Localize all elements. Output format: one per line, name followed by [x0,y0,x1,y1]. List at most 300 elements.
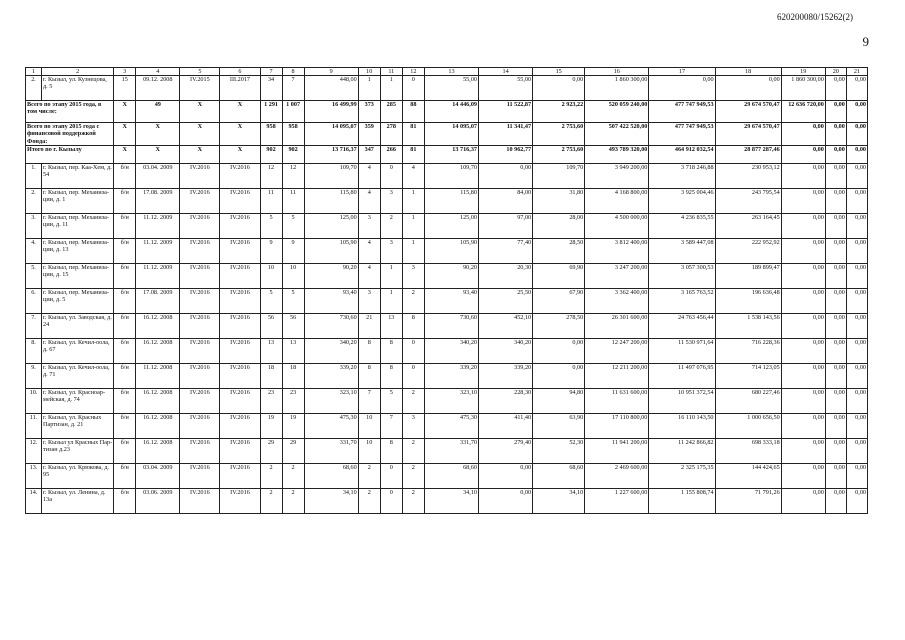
table-cell: 14. [26,488,42,513]
table-cell: 34,10 [533,488,585,513]
table-cell: 3. [26,213,42,238]
table-cell: 11 242 866,82 [649,438,715,463]
table-cell: 13 716,37 [304,145,358,163]
table-cell: 0,00 [649,76,715,101]
table-cell: 13 [380,313,402,338]
table-cell: 278 [380,123,402,146]
table-cell: 12 247 200,00 [585,338,649,363]
table-cell: 452,10 [479,313,533,338]
table-cell: 8 [380,338,402,363]
table-row [26,263,868,288]
table-cell: 730,60 [424,313,478,338]
table-cell: 2 [402,488,424,513]
table-cell: 7. [26,313,42,338]
table-cell: IV.2016 [180,288,220,313]
table-cell: 31,80 [533,188,585,213]
table-row [26,76,868,101]
table-cell: IV.2016 [180,413,220,438]
table-cell: IV.2016 [180,363,220,388]
table-cell: 105,90 [424,238,478,263]
table-cell: 18 [260,363,282,388]
column-number-cell: 17 [649,68,715,76]
table-cell: 2. [26,76,42,101]
table-cell: 16 499,99 [304,101,358,123]
table-cell: 0,00 [846,288,867,313]
table-cell: 9. [26,363,42,388]
table-cell: б/н [114,363,136,388]
table-cell: 34,10 [304,488,358,513]
table-cell: 0,00 [479,463,533,488]
table-row [26,213,868,238]
column-number-cell: 14 [479,68,533,76]
table-cell: 0,00 [781,413,825,438]
column-number-cell: 19 [781,68,825,76]
table-cell: 29 674 570,47 [715,101,781,123]
table-cell: 84,00 [479,188,533,213]
table-cell: 0,00 [846,313,867,338]
table-cell: 323,10 [424,388,478,413]
table-cell: 1 227 600,00 [585,488,649,513]
column-number-cell: 20 [825,68,846,76]
address-cell: г. Кызыл, ул. Ленина, д. 13а [42,488,114,513]
table-cell: IV.2016 [180,438,220,463]
table-cell: 17 110 800,00 [585,413,649,438]
table-cell: 10. [26,388,42,413]
table-cell: 1 [402,188,424,213]
table-row [26,463,868,488]
table-cell: 125,00 [304,213,358,238]
table-cell: 475,30 [304,413,358,438]
table-cell: 0,00 [846,101,867,123]
table-cell: 68,60 [424,463,478,488]
table-cell: 1 007 [282,101,304,123]
table-cell: 4 [358,163,380,188]
table-cell: 3 589 447,08 [649,238,715,263]
table-cell: 23 [260,388,282,413]
table-cell: 2 [402,388,424,413]
address-cell: г. Кызыл, ул. Кечил-оола, д. 71 [42,363,114,388]
table-cell: 14 095,07 [424,123,478,146]
table-cell: 0 [380,488,402,513]
table-row [26,313,868,338]
table-cell: 0,00 [781,163,825,188]
table-cell: 477 747 949,53 [649,123,715,146]
table-cell: 331,70 [304,438,358,463]
table-cell: 0,00 [825,238,846,263]
table-cell: 243 795,54 [715,188,781,213]
table-cell: 28,00 [533,213,585,238]
table-cell: X [114,123,136,146]
table-cell: IV.2016 [220,488,260,513]
table-cell: 3 057 300,53 [649,263,715,288]
table-cell: 0,00 [846,388,867,413]
table-cell: 3 718 246,88 [649,163,715,188]
table-cell: 285 [380,101,402,123]
table-cell: 520 059 240,00 [585,101,649,123]
table-cell: 3 [402,263,424,288]
table-cell: 730,60 [304,313,358,338]
table-cell: 0,00 [825,145,846,163]
address-cell: г. Кызыл, пер. Механиза-ции, д. 5 [42,288,114,313]
table-cell: 11 497 076,95 [649,363,715,388]
table-cell: 0,00 [781,263,825,288]
address-cell: г. Кызыл, ул. Кечил-оола, д. 67 [42,338,114,363]
table-cell: IV.2016 [180,388,220,413]
table-cell: 0,00 [825,288,846,313]
address-cell: г. Кызыл, ул. Красноар-мейская, д. 74 [42,388,114,413]
table-cell: 10 951 372,54 [649,388,715,413]
document-number: 620200080/15262(2) [777,12,853,22]
table-cell: 109,70 [424,163,478,188]
table-cell: 4 [402,163,424,188]
table-cell: 0,00 [846,188,867,213]
table-cell: 17.08. 2009 [136,288,180,313]
table-cell: 680 227,46 [715,388,781,413]
table-cell: X [114,145,136,163]
table-cell: 12 211 200,00 [585,363,649,388]
table-cell: X [180,145,220,163]
table-cell: 11.12. 2009 [136,213,180,238]
table-cell: 331,70 [424,438,478,463]
table-cell: 0,00 [479,163,533,188]
table-cell: 0,00 [781,213,825,238]
table-cell: IV.2016 [220,263,260,288]
table-cell: 0,00 [825,188,846,213]
table-cell: IV.2016 [220,213,260,238]
table-cell: IV.2015 [180,76,220,101]
address-cell: г. Кызыл, ул. Крюкова, д. 95 [42,463,114,488]
table-cell: 323,10 [304,388,358,413]
table-cell: 25,50 [479,288,533,313]
table-cell: 0,00 [846,76,867,101]
table-cell: 0,00 [825,413,846,438]
column-number-cell: 4 [136,68,180,76]
table-cell: 0,00 [781,463,825,488]
table-cell: б/н [114,188,136,213]
table-cell: 716 228,36 [715,338,781,363]
table-cell: 3 [358,213,380,238]
table-cell: 4 236 835,55 [649,213,715,238]
table-cell: 189 899,47 [715,263,781,288]
table-cell: 196 636,48 [715,288,781,313]
table-cell: 0,00 [846,338,867,363]
table-cell: 373 [358,101,380,123]
table-cell: 0,00 [846,145,867,163]
table-cell: 279,40 [479,438,533,463]
table-cell: III.2017 [220,76,260,101]
table-cell: IV.2016 [180,163,220,188]
table-cell: 5 [282,213,304,238]
table-cell: 8 [380,363,402,388]
table-cell: 2 [402,288,424,313]
table-cell: 55,00 [479,76,533,101]
table-cell: 23 [282,388,304,413]
table-cell: 52,30 [533,438,585,463]
column-number-cell: 9 [304,68,358,76]
table-cell: 958 [282,123,304,146]
table-cell: 339,20 [479,363,533,388]
table-cell: 55,00 [424,76,478,101]
summary-label: Всего по этапу 2015 года, в том числе: [26,101,114,123]
address-cell: г. Кызыл ул Красных Пар-тизан д.23 [42,438,114,463]
table-cell: 0 [402,338,424,363]
column-number-cell: 16 [585,68,649,76]
table-cell: 3 165 763,52 [649,288,715,313]
table-cell: 2 [402,438,424,463]
table-cell: б/н [114,488,136,513]
table-cell: 0,00 [846,413,867,438]
table-cell: 228,30 [479,388,533,413]
table-cell: 222 952,92 [715,238,781,263]
column-number-cell: 18 [715,68,781,76]
table-cell: 81 [402,123,424,146]
column-number-cell: 2 [42,68,114,76]
table-cell: 230 953,12 [715,163,781,188]
summary-label: Итого по г. Кызылу [26,145,114,163]
summary-label: Всего по этапу 2015 года с финансовой поддержкой Фонда: [26,123,114,146]
table-cell: 340,20 [479,338,533,363]
table-row [26,188,868,213]
table-cell: IV.2016 [220,238,260,263]
column-number-cell: 6 [220,68,260,76]
table-row [26,338,868,363]
table-cell: 68,60 [533,463,585,488]
table-cell: 0,00 [846,363,867,388]
table-cell: 0,00 [781,488,825,513]
table-cell: 0,00 [533,338,585,363]
table-cell: IV.2016 [180,238,220,263]
table-cell: б/н [114,338,136,363]
table-cell: X [180,123,220,146]
table-cell: 6. [26,288,42,313]
table-cell: 278,50 [533,313,585,338]
table-cell: 03.06. 2009 [136,488,180,513]
table-cell: 493 789 320,00 [585,145,649,163]
table-cell: 94,80 [533,388,585,413]
table-cell: 16 110 143,50 [649,413,715,438]
table-cell: 1 538 143,56 [715,313,781,338]
table-cell: 90,20 [424,263,478,288]
column-number-cell: 7 [260,68,282,76]
table-cell: 105,90 [304,238,358,263]
table-cell: 11.12. 2009 [136,238,180,263]
table-row [26,238,868,263]
table-cell: 0,00 [846,463,867,488]
table-cell: 97,00 [479,213,533,238]
table-cell: 3 812 400,00 [585,238,649,263]
table-cell: X [220,101,260,123]
table-cell: 1 [402,238,424,263]
table-cell: 339,20 [304,363,358,388]
table-cell: IV.2016 [220,338,260,363]
table-cell: 340,20 [304,338,358,363]
table-cell: 4 [358,263,380,288]
table-cell: 11 941 200,00 [585,438,649,463]
table-cell: 3 949 200,00 [585,163,649,188]
table-cell: 125,00 [424,213,478,238]
table-cell: 88 [402,101,424,123]
table-cell: 0,00 [781,338,825,363]
table-cell: 115,80 [424,188,478,213]
table-cell: 9 [282,238,304,263]
table-cell: 1 [358,76,380,101]
table-cell: 3 362 400,00 [585,288,649,313]
table-cell: 7 [380,413,402,438]
table-cell: 10 [358,413,380,438]
table-cell: 0,00 [781,388,825,413]
column-number-cell: 5 [180,68,220,76]
table-cell: 0,00 [825,123,846,146]
table-cell: 16.12. 2008 [136,388,180,413]
table-cell: 0,00 [781,313,825,338]
address-cell: г. Кызыл, пер. Механиза-ции, д. 11 [42,213,114,238]
table-row [26,488,868,513]
table-cell: 2 753,60 [533,123,585,146]
table-cell: 902 [282,145,304,163]
table-cell: 109,70 [304,163,358,188]
table-cell: 958 [260,123,282,146]
table-cell: 56 [282,313,304,338]
table-cell: 20,30 [479,263,533,288]
table-cell: IV.2016 [180,338,220,363]
table-cell: 3 [358,288,380,313]
table-cell: 13. [26,463,42,488]
table-cell: 16.12. 2008 [136,413,180,438]
table-cell: IV.2016 [220,163,260,188]
table-cell: 0,00 [825,163,846,188]
table-cell: 5. [26,263,42,288]
table-cell: 28,50 [533,238,585,263]
table-cell: 475,30 [424,413,478,438]
table-cell: 5 [260,213,282,238]
table-cell: 411,40 [479,413,533,438]
table-cell: 11 530 971,64 [649,338,715,363]
table-cell: б/н [114,238,136,263]
table-cell: 11 [282,188,304,213]
address-cell: г. Кызыл, пер. Механиза-ции, д. 13 [42,238,114,263]
table-cell: 4 [358,188,380,213]
housing-relocation-table [25,67,868,514]
table-cell: 1 000 656,50 [715,413,781,438]
table-cell: 2 [260,488,282,513]
table-cell: 13 716,37 [424,145,478,163]
table-cell: 0,00 [479,488,533,513]
table-cell: 56 [260,313,282,338]
table-cell: 0,00 [846,488,867,513]
table-cell: 12 [282,163,304,188]
table-cell: 12 636 720,00 [781,101,825,123]
table-cell: 0,00 [825,388,846,413]
table-cell: 0,00 [846,123,867,146]
column-number-cell: 21 [846,68,867,76]
table-cell: 263 164,45 [715,213,781,238]
table-cell: 8 [402,313,424,338]
table-cell: 4 [358,238,380,263]
table-cell: б/н [114,388,136,413]
table-cell: 0,00 [781,288,825,313]
table-cell: 28 877 287,46 [715,145,781,163]
summary-row [26,123,868,146]
table-cell: 11 631 600,00 [585,388,649,413]
table-cell: 0,00 [781,123,825,146]
table-cell: 11.12. 2008 [136,363,180,388]
table-cell: 14 095,07 [304,123,358,146]
table-cell: 0,00 [781,238,825,263]
table-cell: IV.2016 [220,388,260,413]
table-cell: 29 [282,438,304,463]
table-cell: 67,90 [533,288,585,313]
table-cell: 2 [358,463,380,488]
table-cell: 18 [282,363,304,388]
table-cell: 8. [26,338,42,363]
table-cell: 0,00 [825,263,846,288]
table-cell: 0,00 [781,188,825,213]
address-cell: г. Кызыл, пер. Механиза-ции, д. 15 [42,263,114,288]
table-cell: 4 168 800,00 [585,188,649,213]
table-cell: 0,00 [825,101,846,123]
table-cell: 69,90 [533,263,585,288]
table-cell: 1 [380,263,402,288]
table-cell: X [114,101,136,123]
table-cell: 8 [358,338,380,363]
table-cell: 19 [260,413,282,438]
table-cell: 2 [260,463,282,488]
table-cell: 8 [358,363,380,388]
table-cell: 144 424,65 [715,463,781,488]
table-cell: 0,00 [781,145,825,163]
table-cell: 4. [26,238,42,263]
table-cell: 1. [26,163,42,188]
table-cell: X [220,123,260,146]
table-cell: 68,60 [304,463,358,488]
table-cell: 71 791,26 [715,488,781,513]
table-cell: 5 [260,288,282,313]
table-cell: 1 291 [260,101,282,123]
table-row [26,363,868,388]
table-cell: 17.08. 2009 [136,188,180,213]
table-cell: 3 [380,188,402,213]
table-cell: б/н [114,288,136,313]
table-cell: 0,00 [825,363,846,388]
column-number-row [26,68,868,76]
table-cell: 477 747 949,53 [649,101,715,123]
table-cell: 16.12. 2008 [136,338,180,363]
table-cell: 3 247 200,00 [585,263,649,288]
table-cell: 0,00 [846,213,867,238]
summary-row [26,145,868,163]
table-cell: 10 [260,263,282,288]
table-cell: 2 [402,463,424,488]
table-cell: б/н [114,163,136,188]
table-cell: IV.2016 [220,313,260,338]
table-cell: 0,00 [846,438,867,463]
table-cell: 0,00 [825,338,846,363]
table-cell: 0,00 [781,363,825,388]
table-cell: 19 [282,413,304,438]
table-cell: X [180,101,220,123]
table-cell: 115,80 [304,188,358,213]
table-cell: 0,00 [825,463,846,488]
table-cell: 507 422 520,00 [585,123,649,146]
table-cell: 339,20 [424,363,478,388]
table-row [26,163,868,188]
table-row [26,288,868,313]
address-cell: г. Кызыл, пер. Механиза-ции, д. 1 [42,188,114,213]
table-cell: 0,00 [533,76,585,101]
table-cell: 3 [402,413,424,438]
table-cell: 10 962,77 [479,145,533,163]
table-cell: 2 325 175,35 [649,463,715,488]
